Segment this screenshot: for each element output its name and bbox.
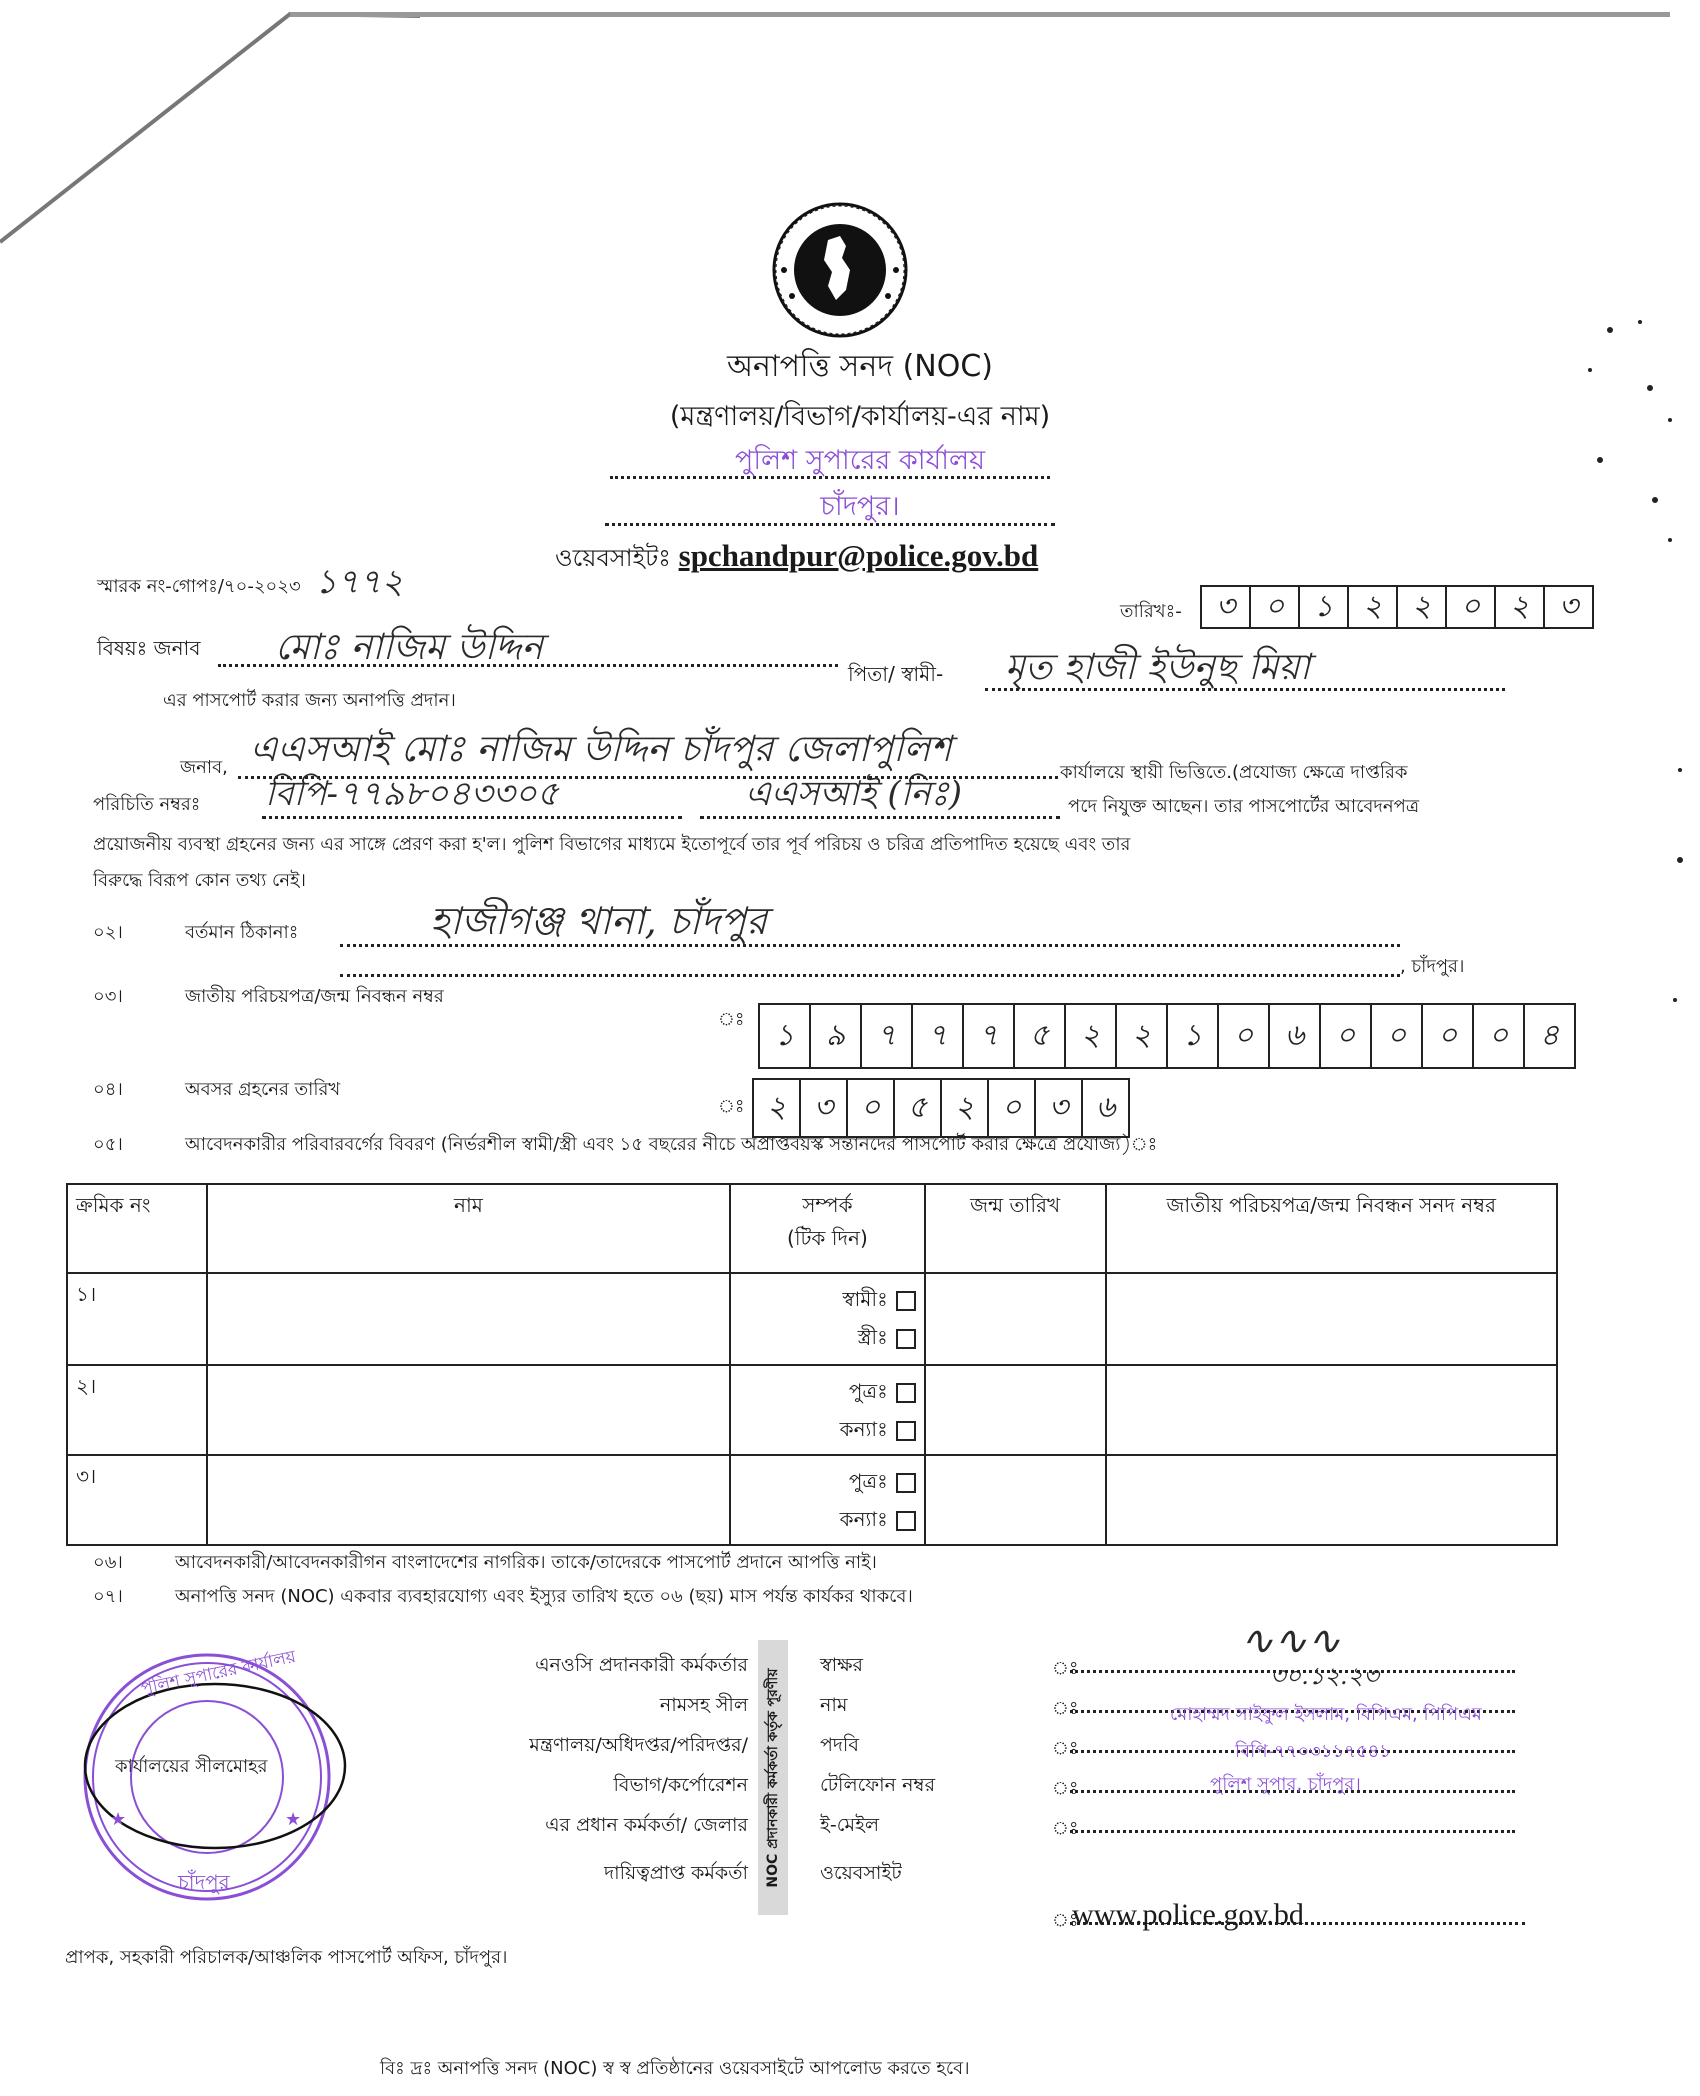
row-nid-cell[interactable] — [1106, 1273, 1557, 1365]
value-colon: ঃ — [1052, 1738, 1079, 1759]
digit-box[interactable]: ০ — [989, 1080, 1036, 1136]
address-label: বর্তমান ঠিকানাঃ — [185, 922, 299, 943]
address-suffix: , চাঁদপুর। — [1400, 956, 1465, 977]
office-district: চাঁদপুর। — [820, 491, 900, 522]
digit-box[interactable]: ২ — [1066, 1005, 1117, 1067]
row-birth-date-cell[interactable] — [925, 1365, 1106, 1455]
digit-box[interactable]: ৩ — [1036, 1080, 1083, 1136]
digit-box[interactable]: ৯ — [811, 1005, 862, 1067]
relation-label: কন্যাঃ — [839, 1507, 888, 1531]
row-name-cell[interactable] — [207, 1365, 730, 1455]
office-name: পুলিশ সুপারের কার্যালয় — [735, 445, 985, 476]
digit-box[interactable]: ৩ — [801, 1080, 848, 1136]
item-04-number: ০৪। — [93, 1079, 123, 1100]
family-details-label: আবেদনকারীর পরিবারবর্গের বিবরণ (নির্ভরশীল স্বামী/স্ত্রী এবং ১৫ বছরের নীচে অপ্রাপ্তবয়স্ক সন্তানদের পাসপোর্ট করার ক্ষেত্রে প্রযোজ্য)ঃ — [185, 1134, 1158, 1155]
officer-website[interactable]: www.police.gov.bd — [1072, 1898, 1304, 1931]
seal-ring-text: পুলিশ সুপারের কার্যালয় — [139, 1646, 298, 1700]
footnote: বিঃ দ্রঃ অনাপত্তি সনদ (NOC) স্ব স্ব প্রতিষ্ঠানের ওয়েবসাইটে আপলোড করতে হবে। — [380, 2058, 970, 2079]
government-logo-icon — [770, 200, 910, 340]
digit-box[interactable]: ০ — [1474, 1005, 1525, 1067]
row-birth-date-cell[interactable] — [925, 1273, 1106, 1365]
field-website: ওয়েবসাইট — [820, 1862, 902, 1884]
header-relation-title: সম্পর্ক — [802, 1193, 853, 1217]
nid-boxes — [758, 1003, 1576, 1069]
family-table — [66, 1183, 1558, 1546]
digit-box[interactable]: ১ — [1300, 587, 1349, 627]
paragraph-line-2: বিরুদ্ধে বিরূপ কোন তথ্য নেই। — [93, 870, 306, 891]
row-nid-cell[interactable] — [1106, 1455, 1557, 1545]
note-07-text: অনাপত্তি সনদ (NOC) একবার ব্যবহারযোগ্য এবং ইস্যুর তারিখ হতে ০৬ (ছয়) মাস পর্যন্ত কার্যকর থাকবে। — [175, 1586, 913, 1607]
nid-label: জাতীয় পরিচয়পত্র/জন্ম নিবন্ধন নম্বর — [185, 986, 444, 1007]
relation-option[interactable] — [739, 1318, 916, 1356]
digit-box[interactable]: ৫ — [1015, 1005, 1066, 1067]
paragraph-line-1: প্রয়োজনীয় ব্যবস্থা গ্রহনের জন্য এর সাঙ্গে প্রেরণ করা হ'ল। পুলিশ বিভাগের মাধ্যমে ইতোপূর্বে তার পূর্ব পরিচয় ও চরিত্র প্রতিপাদিত হয়েছে এবং তার — [93, 834, 1131, 855]
row-relation-cell — [730, 1273, 925, 1365]
digit-box[interactable]: ২ — [1349, 587, 1398, 627]
digit-box[interactable]: ৭ — [964, 1005, 1015, 1067]
page-subtitle: (মন্ত্রণালয়/বিভাগ/কার্যালয়-এর নাম) — [669, 401, 1051, 432]
item-03-number: ০৩। — [93, 986, 123, 1007]
header-nid: জাতীয় পরিচয়পত্র/জন্ম নিবন্ধন সনদ নম্বর — [1106, 1184, 1557, 1273]
relation-label: স্ত্রীঃ — [857, 1325, 888, 1349]
table-row — [67, 1273, 1557, 1365]
item-05-number: ০৫। — [93, 1134, 123, 1155]
header-serial: ক্রমিক নং — [67, 1184, 207, 1273]
digit-box[interactable]: ৩ — [1202, 587, 1251, 627]
nid-colon: ঃ — [718, 1009, 745, 1030]
row-serial: ৩। — [67, 1455, 207, 1545]
id-value[interactable]: বিপি-৭৭৯৮০৪৩৩০৫ — [265, 774, 559, 814]
header-relation — [730, 1184, 925, 1273]
relation-option[interactable] — [739, 1410, 916, 1448]
digit-box[interactable]: ২ — [1496, 587, 1545, 627]
digit-box[interactable]: ০ — [1372, 1005, 1423, 1067]
table-row — [67, 1455, 1557, 1545]
checkbox-icon[interactable] — [896, 1329, 916, 1349]
checkbox-icon[interactable] — [896, 1291, 916, 1311]
digit-box[interactable]: ৩ — [1558, 588, 1579, 624]
address-line-2 — [340, 950, 1400, 977]
subject-line2: এর পাসপোর্ট করার জন্য অনাপত্তি প্রদান। — [163, 690, 456, 711]
digit-box[interactable]: ০ — [1219, 1005, 1270, 1067]
paper-fold-edge — [0, 0, 420, 260]
page-title: অনাপত্তি সনদ (NOC) — [727, 349, 993, 384]
digit-box[interactable]: ০ — [848, 1080, 895, 1136]
checkbox-icon[interactable] — [896, 1383, 916, 1403]
digit-box[interactable]: ৪ — [1539, 1017, 1560, 1053]
digit-box[interactable]: ২ — [1398, 587, 1447, 627]
label-head: এর প্রধান কর্মকর্তা/ জেলার — [545, 1814, 748, 1836]
digit-box[interactable]: ১ — [760, 1005, 811, 1067]
signature-left-labels — [430, 1645, 748, 1893]
office-text: কার্যালয়ে স্থায়ী ভিত্তিতে.(প্রযোজ্য ক্ষেত্রে দাপ্তরিক — [1060, 762, 1408, 783]
svg-text:★: ★ — [285, 1809, 302, 1830]
id-label: পরিচিতি নম্বরঃ — [93, 794, 201, 815]
relation-option[interactable] — [739, 1500, 916, 1538]
field-email: ই-মেইল — [820, 1814, 880, 1836]
vertical-strip-text: NOC প্রদানকারী কর্মকর্তা কর্তৃক পূরণীয় — [765, 1668, 781, 1888]
row-serial: ১। — [67, 1273, 207, 1365]
digit-box[interactable]: ২ — [942, 1080, 989, 1136]
retirement-colon: ঃ — [718, 1096, 745, 1117]
officer-post-stamp: পুলিশ সুপার, চাঁদপুর। — [1210, 1774, 1361, 1795]
signature-scribble: ∿∿∿ — [1240, 1618, 1341, 1664]
digit-box[interactable]: ০ — [1423, 1005, 1474, 1067]
relation-option[interactable] — [739, 1372, 916, 1410]
digit-box[interactable]: ৬ — [1095, 1089, 1116, 1125]
relation-label: পুত্রঃ — [848, 1379, 888, 1403]
janab-label: জনাব, — [180, 757, 228, 778]
signed-date: ৩০.১২.২৩ — [1270, 1662, 1379, 1690]
memo-number: ১৭৭২ — [315, 562, 404, 602]
relation-option[interactable] — [739, 1462, 916, 1500]
checkbox-icon[interactable] — [896, 1421, 916, 1441]
janab-value[interactable]: এএসআই মোঃ নাজিম উদ্দিন চাঁদপুর জেলাপুলিশ — [250, 729, 952, 770]
scan-speckles — [1530, 300, 1700, 1200]
subject-label: বিষয়ঃ জনাব — [97, 636, 201, 660]
value-colon: ঃ — [1052, 1698, 1079, 1719]
label-ministry: মন্ত্রণালয়/অধিদপ্তর/পরিদপ্তর/ — [529, 1734, 748, 1756]
father-name[interactable]: মৃত হাজী ইউনুছ মিয়া — [1005, 647, 1311, 688]
label-officer: এনওসি প্রদানকারী কর্মকর্তার — [535, 1654, 748, 1676]
value-colon: ঃ — [1052, 1818, 1079, 1839]
label-division: বিভাগ/কর্পোরেশন — [613, 1774, 748, 1796]
field-signature: স্বাক্ষর — [820, 1654, 863, 1676]
header-name: নাম — [207, 1184, 730, 1273]
value-colon: ঃ — [1052, 1778, 1079, 1799]
address-value[interactable]: হাজীগঞ্জ থানা, চাঁদপুর — [430, 899, 767, 943]
row-name-cell[interactable] — [207, 1455, 730, 1545]
header-birth-date: জন্ম তারিখ — [925, 1184, 1106, 1273]
digit-box[interactable]: ৫ — [895, 1080, 942, 1136]
label-name-seal: নামসহ সীল — [659, 1694, 748, 1716]
digit-box[interactable]: ০ — [1251, 587, 1300, 627]
row-serial: ২। — [67, 1365, 207, 1455]
post-text: পদে নিযুক্ত আছেন। তার পাসপোর্টের আবেদনপত্র — [1068, 796, 1420, 817]
digit-box[interactable]: ০ — [1447, 587, 1496, 627]
signature-field-labels — [820, 1645, 935, 1893]
value-line[interactable] — [1070, 1822, 1515, 1833]
note-06-text: আবেদনকারী/আবেদনকারীগন বাংলাদেশের নাগরিক। তাকে/তাদেরকে পাসপোর্ট প্রদানে আপত্তি নাই। — [175, 1552, 877, 1573]
retirement-date-boxes — [752, 1078, 1130, 1138]
digit-box[interactable]: ৬ — [1270, 1005, 1321, 1067]
post-value[interactable]: এএসআই (নিঃ) — [745, 774, 963, 814]
value-colon: ঃ — [1052, 1910, 1079, 1931]
digit-box[interactable]: ২ — [754, 1080, 801, 1136]
officer-name-stamp: মোহাম্মদ সাইফুল ইসলাম, বিপিএম, পিপিএম — [1170, 1704, 1482, 1725]
field-name: নাম — [820, 1694, 848, 1716]
digit-box[interactable]: ৭ — [913, 1005, 964, 1067]
officer-id-stamp: বিপি-৭৭০৩১১৭৫৪১ — [1235, 1741, 1391, 1762]
row-birth-date-cell[interactable] — [925, 1455, 1106, 1545]
digit-box[interactable]: ২ — [1117, 1005, 1168, 1067]
website-link[interactable]: spchandpur@police.gov.bd — [678, 538, 1039, 573]
website-row — [555, 538, 1038, 580]
row-nid-cell[interactable] — [1106, 1365, 1557, 1455]
field-telephone: টেলিফোন নম্বর — [820, 1774, 936, 1796]
subject-name[interactable]: মোঃ নাজিম উদ্দিন — [275, 627, 544, 668]
digit-box[interactable]: ৭ — [862, 1005, 913, 1067]
relation-label: স্বামীঃ — [842, 1287, 888, 1311]
item-02-number: ০২। — [93, 922, 123, 943]
svg-text:★: ★ — [110, 1809, 127, 1830]
seal-label: কার্যালয়ের সীলমোহর — [115, 1756, 268, 1777]
relation-label: কন্যাঃ — [839, 1417, 888, 1441]
field-designation: পদবি — [820, 1734, 859, 1756]
checkbox-icon[interactable] — [896, 1473, 916, 1493]
note-07-number: ০৭। — [93, 1586, 123, 1607]
value-colon: ঃ — [1052, 1658, 1079, 1679]
row-relation-cell — [730, 1365, 925, 1455]
seal-bottom-text: চাঁদপুর — [178, 1870, 230, 1894]
row-name-cell[interactable] — [207, 1273, 730, 1365]
memo-label: স্মারক নং-গোপঃ/৭০-২০২৩ — [97, 576, 301, 597]
header-relation-sub: (টিক দিন) — [787, 1226, 868, 1250]
table-row — [67, 1365, 1557, 1455]
note-06-number: ০৬। — [93, 1552, 123, 1573]
recipient: প্রাপক, সহকারী পরিচালক/আঞ্চলিক পাসপোর্ট অফিস, চাঁদপুর। — [65, 1947, 508, 1968]
date-label: তারিখঃ- — [1120, 601, 1182, 622]
relation-label: পুত্রঃ — [848, 1469, 888, 1493]
relation-option[interactable] — [739, 1280, 916, 1318]
checkbox-icon[interactable] — [896, 1511, 916, 1531]
website-label: ওয়েবসাইটঃ — [555, 544, 671, 572]
father-label: পিতা/ স্বামী- — [848, 662, 944, 686]
table-header-row — [67, 1184, 1557, 1273]
paper-top-edge — [290, 12, 1670, 17]
label-responsible: দায়িত্বপ্রাপ্ত কর্মকর্তা — [604, 1862, 748, 1884]
digit-box[interactable]: ১ — [1168, 1005, 1219, 1067]
row-relation-cell — [730, 1455, 925, 1545]
digit-box[interactable]: ০ — [1321, 1005, 1372, 1067]
retirement-label: অবসর গ্রহনের তারিখ — [185, 1079, 341, 1100]
